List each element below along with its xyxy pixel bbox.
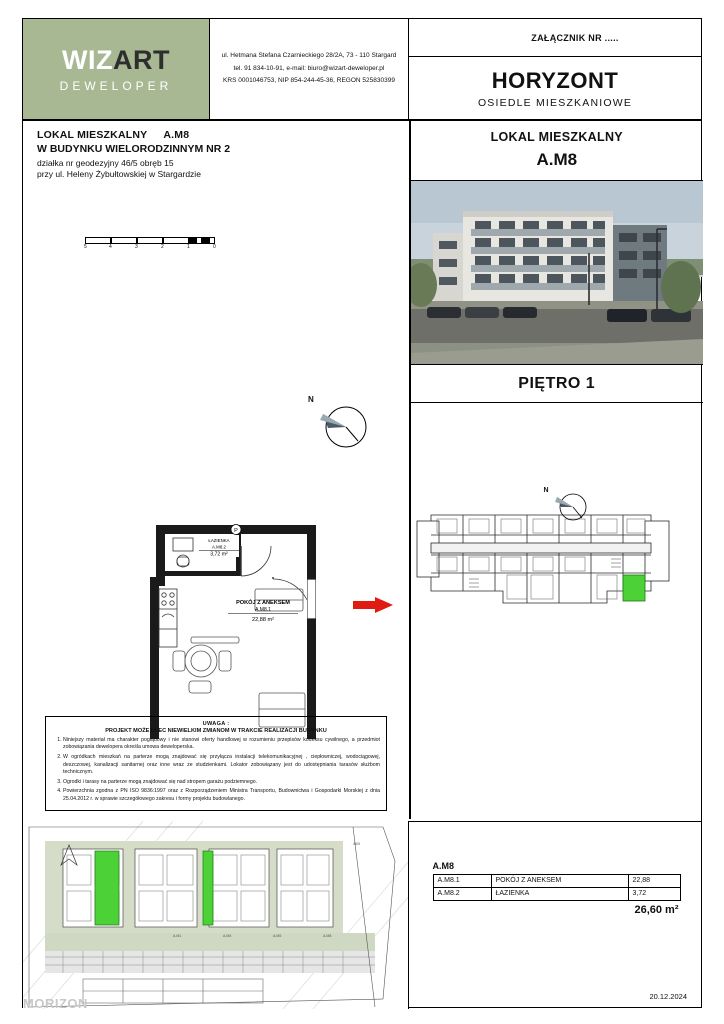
document-footer	[23, 821, 701, 1010]
svg-text:22,88 m²: 22,88 m²	[251, 617, 275, 623]
svg-text:ŁAZIENKA: ŁAZIENKA	[208, 538, 230, 543]
compass-north-label: N	[308, 395, 314, 404]
project-title-block	[409, 57, 701, 119]
unit-title-line3: działka nr geodezyjny 46/5 obręb 15	[37, 158, 174, 168]
room-name: POKÓJ Z ANEKSEM	[491, 874, 628, 887]
document-header	[23, 19, 701, 119]
entrance-direction-arrow	[353, 597, 393, 613]
svg-text:A.M4: A.M4	[223, 933, 232, 938]
document-sheet	[22, 18, 702, 1008]
attachment-label: ZAŁĄCZNIK NR .....	[531, 32, 619, 43]
logo-text-wiz: WIZ	[62, 44, 113, 75]
unit-title-block	[23, 119, 409, 179]
building-visualization	[411, 181, 704, 365]
svg-text:P: P	[234, 527, 238, 534]
address-line-3: KRS 0001046753, NIP 854-244-45-36, REGON 525830399	[223, 77, 395, 85]
room-code: A.M8.1	[433, 874, 491, 887]
svg-text:A.M5: A.M5	[273, 933, 282, 938]
address-line-2: tel. 91 834-10-91, e-mail: biuro@wizart-deweloper.pl	[233, 64, 385, 72]
unit-header-label: LOKAL MIESZKALNY	[490, 129, 623, 144]
floor-label: PIĘTRO 1	[518, 374, 596, 392]
site-highlight-b	[203, 851, 213, 925]
address-line-1: ul. Hetmana Stefana Czarnieckiego 28/2A, 73 - 110 Stargard	[221, 52, 397, 60]
unit-code-title: A.M8	[163, 129, 190, 141]
room-name: ŁAZIENKA	[491, 887, 628, 900]
building-key-plan	[411, 403, 704, 819]
room-area: 3,72	[628, 887, 680, 900]
company-logo	[23, 19, 210, 119]
area-table-block	[411, 821, 704, 1010]
project-title: HORYZONT	[491, 67, 619, 93]
unit-title-line2: W BUDYNKU WIELORODZINNYM NR 2	[37, 143, 231, 155]
notice-item: 1. Niniejszy materiał ma charakter poglądowy i nie stanowi oferty handlowej w rozumieniu przepisów kodeksu cywilnego, a przedmiot zobowiązania dewelopera określa umowa deweloperska.	[63, 737, 380, 753]
table-row	[433, 874, 680, 887]
svg-text:A.M8.1: A.M8.1	[255, 607, 271, 613]
svg-text:A.M8: A.M8	[323, 933, 332, 938]
svg-text:POKÓJ Z ANEKSEM: POKÓJ Z ANEKSEM	[236, 600, 290, 606]
unit-title-line4: przy ul. Heleny Żybułtowskiej w Stargardzie	[37, 169, 201, 179]
svg-text:A.M1: A.M1	[173, 933, 182, 938]
notice-subheading: PROJEKT MOŻE ULEC NIEWIELKIM ZMIANOM W TRAKCIE REALIZACJI BUDYNKU	[105, 727, 327, 734]
right-column	[411, 119, 704, 819]
unit-title-line1: LOKAL MIESZKALNY	[37, 129, 148, 141]
attachment-row	[409, 19, 701, 57]
svg-text:46/5: 46/5	[353, 841, 360, 846]
company-address	[210, 19, 409, 119]
room-area: 22,88	[628, 874, 680, 887]
apartment-floor-plan	[23, 289, 409, 739]
unit-header-code: A.M8	[536, 149, 578, 169]
scale-tick-1: 1	[187, 244, 190, 250]
unit-header-block	[411, 119, 704, 181]
scale-tick-5: 5	[84, 244, 87, 250]
project-subtitle: OSIEDLE MIESZKANIOWE	[477, 96, 633, 109]
site-plan	[23, 821, 409, 1010]
site-highlight-a	[95, 851, 119, 925]
keyplan-compass-north-label: N	[543, 487, 549, 494]
total-area: 26,60 m²	[634, 903, 679, 916]
area-table-unit-code: A.M8	[432, 860, 455, 871]
keyplan-compass-icon	[543, 485, 593, 525]
notice-box	[45, 716, 387, 811]
area-table	[433, 874, 681, 901]
logo-subtitle: DEWELOPER	[59, 78, 173, 93]
notice-heading: UWAGA :	[202, 720, 230, 727]
notice-item: 2. W ogródkach mieszkań na parterze mogą znajdować się przyłącza instalacji telekomunikacyjnej , ciepłowniczej, wodociągowej, deszczowej, kanalizacji sanitarnej oraz inne wraz ze studzienkami. Lokator zobowiązany jest do udostępniania tarasów służbom technicznym.	[63, 754, 380, 777]
keyplan-drawing	[411, 403, 703, 819]
left-column	[23, 119, 409, 819]
table-row	[433, 887, 680, 900]
highlighted-unit	[623, 575, 645, 601]
scale-bar	[85, 237, 215, 252]
watermark: MORIZON	[23, 996, 88, 1009]
floor-label-block	[411, 365, 704, 403]
document-body	[23, 119, 701, 819]
notice-item: 3. Ogrodki i tarasy na parterze mogą znajdować się nad stropem garażu podziemnego.	[63, 779, 380, 787]
scale-tick-4: 4	[109, 244, 112, 250]
svg-text:3,72 m²: 3,72 m²	[210, 551, 228, 558]
room-code: A.M8.2	[433, 887, 491, 900]
scale-tick-0: 0	[213, 244, 216, 250]
scale-tick-2: 2	[161, 244, 164, 250]
notice-item: 4. Powierzchnia zgodna z PN ISO 9836:1997 oraz z Rozporządzeniem Ministra Transportu, Budownictwa i Gospodarki Morskiej z dnia 25.04.2012 r. w sprawie szczegółowego zakresu i formy projektu budowlanego.	[63, 788, 380, 804]
svg-text:A.M8.2: A.M8.2	[212, 544, 226, 550]
logo-text-art: ART	[112, 44, 170, 75]
scale-tick-3: 3	[135, 244, 138, 250]
document-date: 20.12.2024	[649, 992, 687, 1001]
